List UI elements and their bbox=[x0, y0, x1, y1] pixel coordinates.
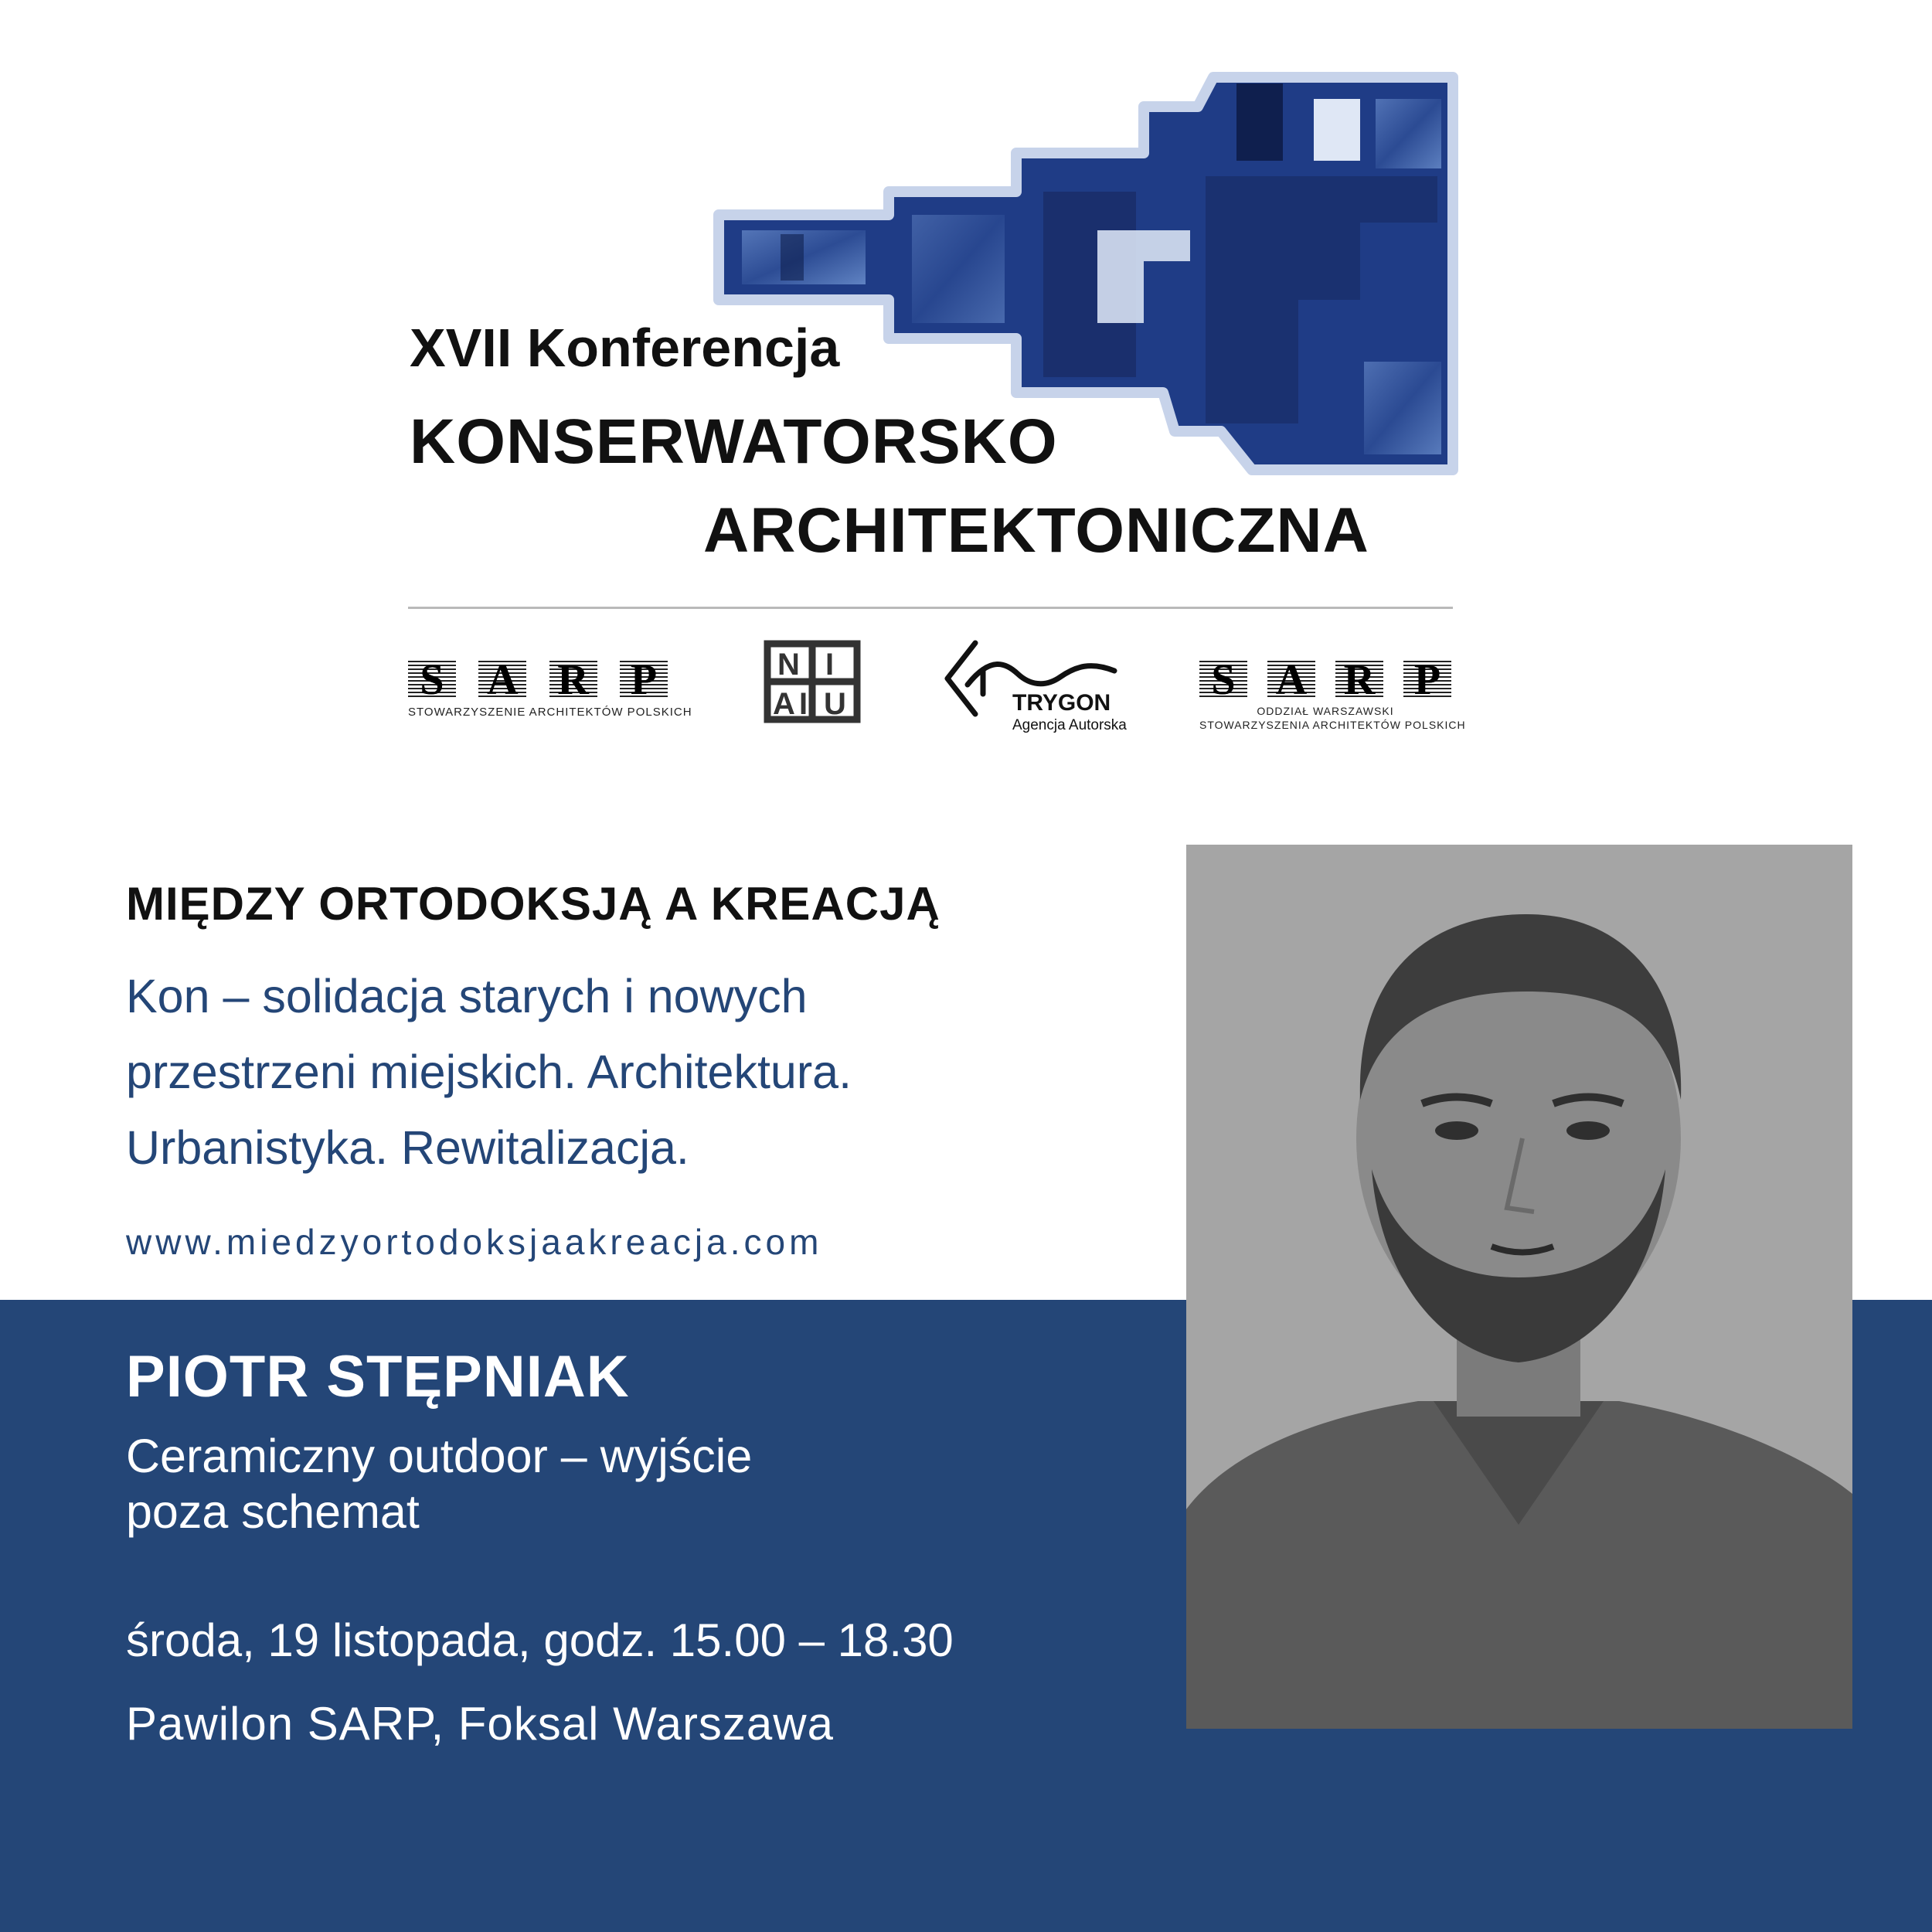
sarp-warsaw-logo bbox=[1199, 661, 1466, 732]
niaiu-logo bbox=[764, 640, 861, 723]
sarp-letter: A bbox=[1267, 661, 1315, 699]
niaiu-letter: A bbox=[773, 687, 795, 721]
talk-title-line: Ceramiczny outdoor – wyjście bbox=[126, 1430, 753, 1482]
talk-title-line: poza schemat bbox=[126, 1485, 420, 1538]
conference-edition-label: XVII Konferencja bbox=[410, 318, 840, 378]
sarp-letter: P bbox=[1403, 661, 1451, 699]
niaiu-letter: U bbox=[824, 687, 846, 721]
event-date-time: środa, 19 listopada, godz. 15.00 – 18.30 bbox=[126, 1614, 954, 1666]
sarp-letter: R bbox=[1335, 661, 1383, 699]
talk-title bbox=[126, 1428, 752, 1539]
conference-subtitle-line: Urbanistyka. Rewitalizacja. bbox=[126, 1121, 689, 1174]
speaker-name: PIOTR STĘPNIAK bbox=[126, 1344, 630, 1410]
niaiu-letter: I bbox=[799, 687, 808, 721]
sarp-logo bbox=[408, 661, 692, 719]
sarp-letter: S bbox=[1199, 661, 1247, 699]
sarp-letter: R bbox=[549, 661, 597, 699]
niaiu-letter: I bbox=[825, 648, 835, 682]
conference-subtitle-line: przestrzeni miejskich. Architektura. bbox=[126, 1046, 852, 1098]
sarp-letter: A bbox=[478, 661, 526, 699]
niaiu-letter: N bbox=[777, 648, 800, 682]
conference-name-line-2: ARCHITEKTONICZNA bbox=[703, 495, 1369, 566]
trygon-tagline: Agencja Autorska bbox=[1012, 717, 1127, 733]
sarp-letter: S bbox=[408, 661, 456, 699]
sarp-warsaw-caption-2: STOWARZYSZENIA ARCHITEKTÓW POLSKICH bbox=[1199, 719, 1466, 731]
speaker-photo bbox=[1186, 845, 1852, 1729]
sarp-warsaw-caption-1: ODDZIAŁ WARSZAWSKI bbox=[1257, 705, 1394, 717]
conference-website-link[interactable]: www.miedzyortodoksjaakreacja.com bbox=[126, 1222, 823, 1262]
sarp-caption: STOWARZYSZENIE ARCHITEKTÓW POLSKICH bbox=[408, 706, 692, 719]
conference-subtitle bbox=[126, 958, 852, 1185]
header-divider bbox=[408, 607, 1453, 609]
conference-subtitle-line: Kon – solidacja starych i nowych bbox=[126, 970, 808, 1022]
conference-title: MIĘDZY ORTODOKSJĄ A KREACJĄ bbox=[126, 878, 940, 930]
trygon-name: TRYGON bbox=[1012, 690, 1111, 716]
conference-name-line-1: KONSERWATORSKO bbox=[410, 406, 1058, 477]
sarp-letter: P bbox=[620, 661, 668, 699]
event-location: Pawilon SARP, Foksal Warszawa bbox=[126, 1698, 834, 1750]
